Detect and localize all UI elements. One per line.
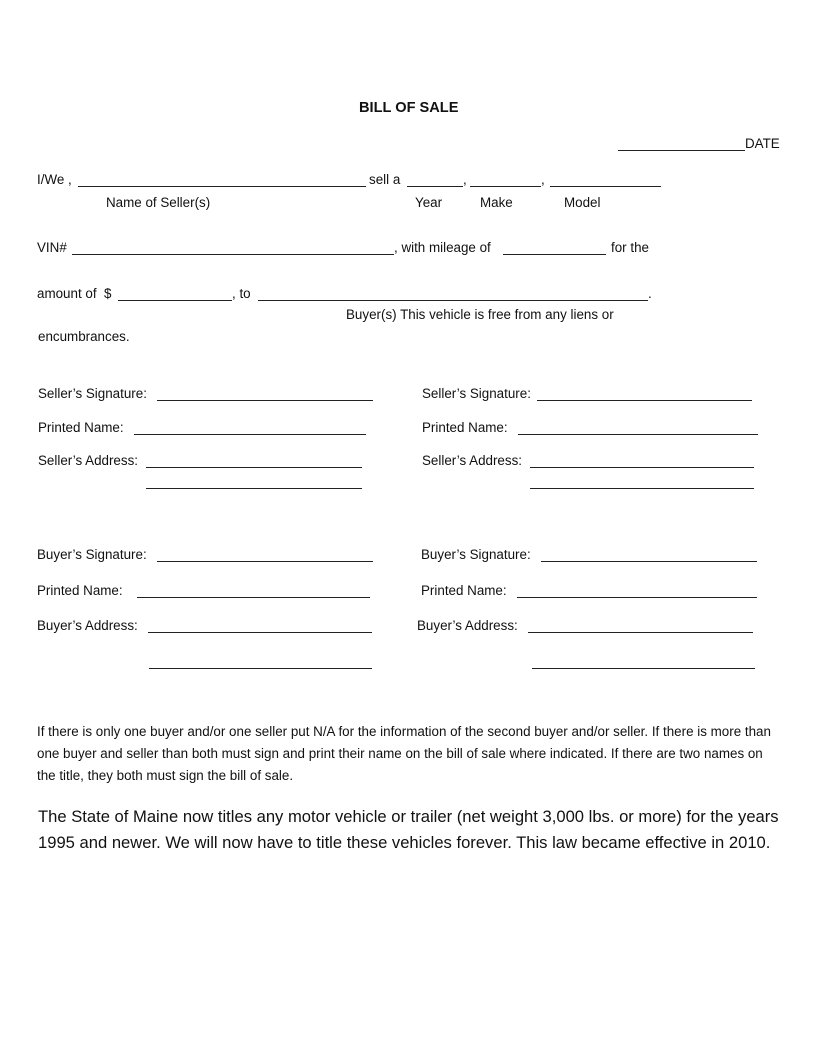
buyer-address-field-1a[interactable] [148,632,372,633]
comma-1: , [463,172,467,187]
vin-label: VIN# [37,240,67,255]
seller-name-caption: Name of Seller(s) [106,195,211,210]
make-field[interactable] [470,186,541,187]
maine-notice-paragraph: The State of Maine now titles any motor vehicle or trailer (net weight 3,000 lbs. or more) for the years 1995 and newer. We will now have to title these vehicles forever. This law became effective in 2010. [38,807,779,852]
buyer-printed-name-label-2: Printed Name: [421,583,507,598]
buyer-signature-field-1[interactable] [157,561,373,562]
buyer-address-field-2b[interactable] [532,668,755,669]
buyer-address-field-2a[interactable] [528,632,753,633]
seller-address-field-2a[interactable] [530,467,754,468]
vin-field[interactable] [72,254,394,255]
buyer-printed-name-field-2[interactable] [517,597,757,598]
buyer-address-field-1b[interactable] [149,668,372,669]
seller-address-label-1: Seller’s Address: [38,453,138,468]
date-label: DATE [745,136,780,151]
amount-field[interactable] [118,300,232,301]
buyer-address-label-2: Buyer’s Address: [417,618,518,633]
seller-printed-name-label-1: Printed Name: [38,420,124,435]
model-field[interactable] [550,186,661,187]
buyer-address-label-1: Buyer’s Address: [37,618,138,633]
seller-printed-name-field-2[interactable] [518,434,758,435]
buyer-printed-name-field-1[interactable] [137,597,370,598]
buyer-printed-name-label-1: Printed Name: [37,583,123,598]
buyer-signature-label-1: Buyer’s Signature: [37,547,147,562]
seller-address-field-1b[interactable] [146,488,362,489]
sell-a-label: sell a [369,172,401,187]
seller-address-label-2: Seller’s Address: [422,453,522,468]
seller-signature-label-2: Seller’s Signature: [422,386,531,401]
seller-address-field-1a[interactable] [146,467,362,468]
iwe-label: I/We , [37,172,72,187]
make-caption: Make [480,195,513,210]
comma-2: , [541,172,545,187]
seller-printed-name-label-2: Printed Name: [422,420,508,435]
seller-address-field-2b[interactable] [530,488,754,489]
period-label: . [648,286,652,301]
amount-label: amount of $ [37,286,112,301]
date-field[interactable] [618,150,745,151]
mileage-field[interactable] [503,254,606,255]
buyer-signature-field-2[interactable] [541,561,757,562]
seller-signature-field-1[interactable] [157,400,373,401]
buyer-caption: Buyer(s) This vehicle is free from any liens or [346,307,614,322]
for-the-label: for the [611,240,649,255]
model-caption: Model [564,195,601,210]
document-title: BILL OF SALE [359,100,459,116]
instructions-paragraph: If there is only one buyer and/or one seller put N/A for the information of the second buyer and/or seller. If there is more than one buyer and seller than both must sign and print their name on the bill of sale where indicated. If there are two names on the title, they both must sign the bill of sale. [37,724,771,783]
year-field[interactable] [407,186,463,187]
seller-printed-name-field-1[interactable] [134,434,366,435]
seller-signature-label-1: Seller’s Signature: [38,386,147,401]
buyer-signature-label-2: Buyer’s Signature: [421,547,531,562]
buyer-name-field[interactable] [258,300,648,301]
seller-name-field[interactable] [78,186,366,187]
year-caption: Year [415,195,443,210]
encumbrances-text: encumbrances. [38,329,130,344]
to-label: , to [232,286,251,301]
mileage-label: , with mileage of [394,240,491,255]
seller-signature-field-2[interactable] [537,400,752,401]
